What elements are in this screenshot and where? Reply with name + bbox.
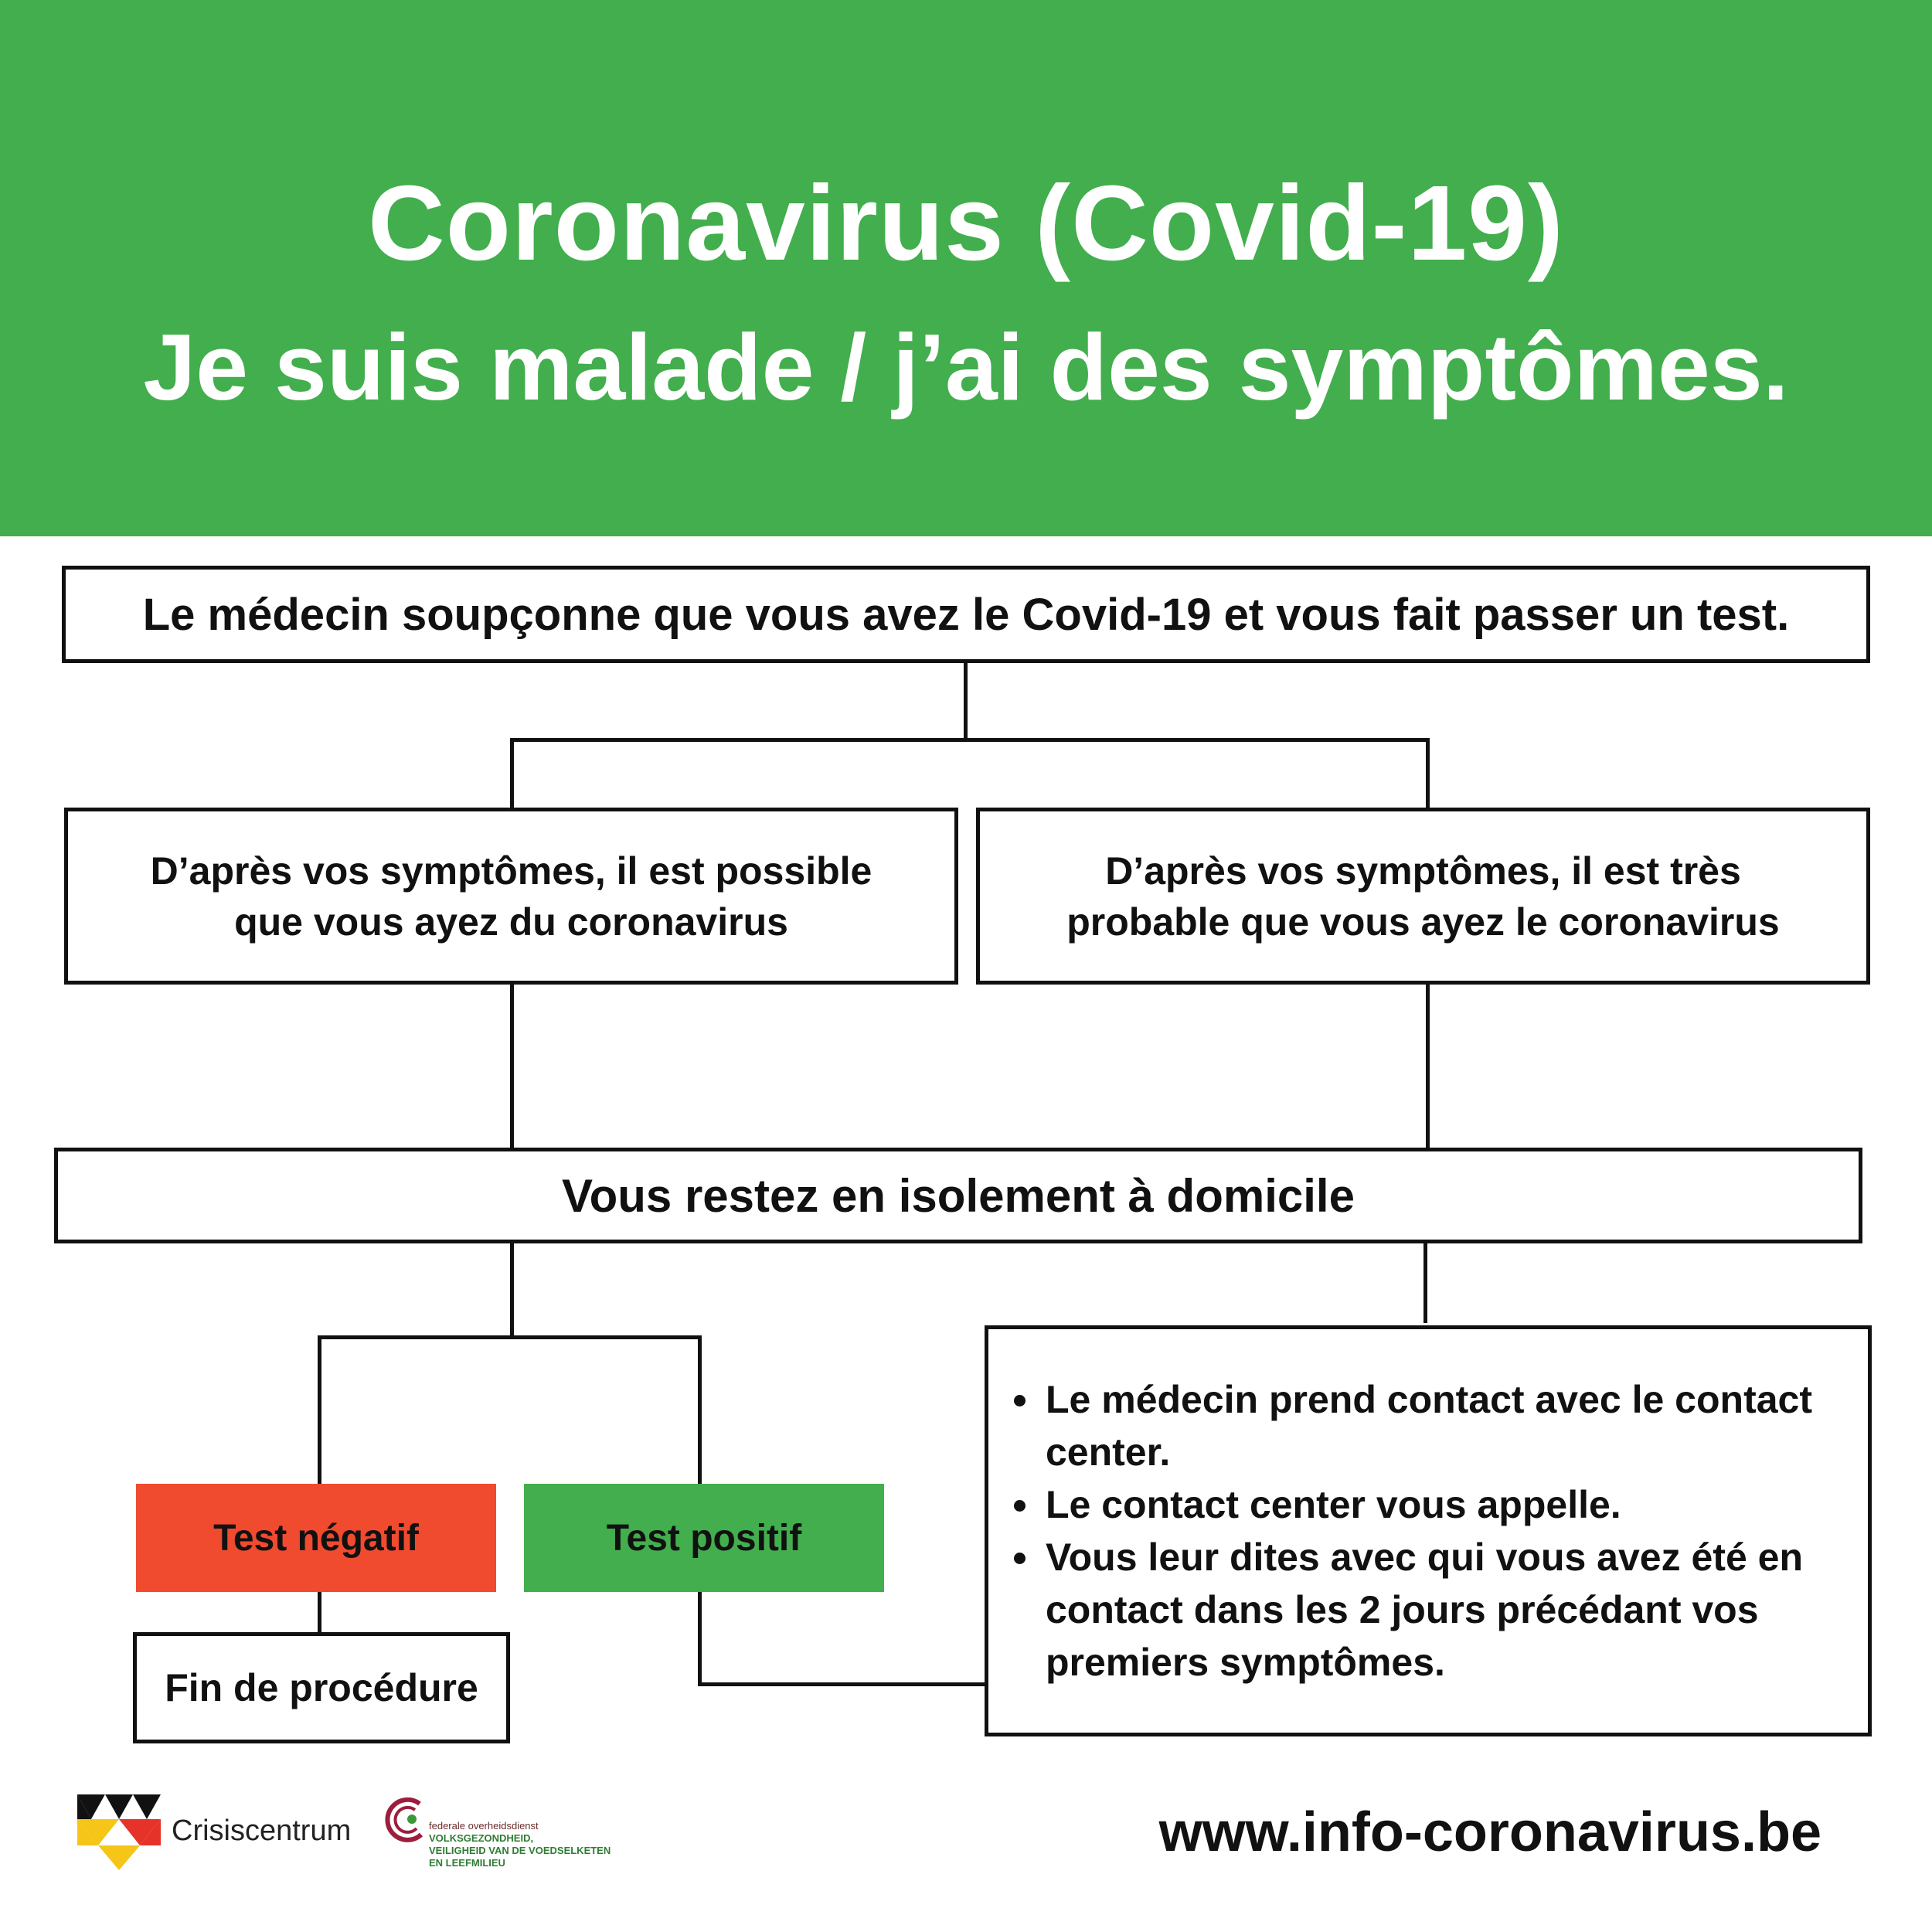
connector-line [510, 738, 1430, 742]
connector-line [510, 1242, 514, 1338]
fod-label-line3: VEILIGHEID VAN DE VOEDSELKETEN [429, 1845, 611, 1856]
header-banner [0, 0, 1932, 536]
connector-line [698, 1590, 702, 1686]
possible-text: D’après vos symptômes, il est possible que vous ayez du coronavirus [150, 849, 872, 944]
crisiscentrum-label: Crisiscentrum [172, 1815, 352, 1847]
connector-line [318, 1335, 702, 1339]
connector-line [510, 738, 514, 809]
test-negative-text: Test négatif [213, 1517, 419, 1559]
contact-steps-list [996, 1373, 1814, 1689]
connector-line [1426, 983, 1430, 1150]
possible-box [64, 808, 958, 985]
isolation-box [54, 1148, 1862, 1243]
contact-step: • Le contact center vous appelle. [1043, 1478, 1814, 1531]
connector-line [510, 983, 514, 1150]
doctor-test-box [62, 566, 1870, 663]
test-positive-label [524, 1484, 884, 1592]
connector-line [698, 1335, 702, 1484]
isolation-text: Vous restez en isolement à domicile [562, 1169, 1355, 1222]
connector-line [318, 1335, 321, 1484]
contact-step: • Vous leur dites avec qui vous avez été en contact dans les 2 jours précédant vos premiers symptômes. [1043, 1531, 1814, 1689]
connector-line [698, 1682, 988, 1686]
title-line-2: Je suis malade / j’ai des symptômes. [143, 315, 1789, 420]
website-link[interactable]: www.info-coronavirus.be [1158, 1801, 1821, 1863]
connector-line [1426, 738, 1430, 809]
end-procedure-box [133, 1632, 510, 1743]
connector-line [1423, 1242, 1427, 1323]
probable-box [976, 808, 1870, 985]
crisiscentrum-logo [77, 1794, 162, 1872]
test-positive-text: Test positif [606, 1517, 802, 1559]
probable-text: D’après vos symptômes, il est très probable que vous ayez le coronavirus [1066, 849, 1780, 944]
fod-label-line2: VOLKSGEZONDHEID, [429, 1832, 534, 1844]
connector-line [318, 1590, 321, 1634]
test-negative-label [136, 1484, 496, 1592]
fod-label [429, 1820, 611, 1869]
connector-line [964, 663, 968, 740]
doctor-test-text: Le médecin soupçonne que vous avez le Covid-19 et vous fait passer un test. [142, 589, 1790, 640]
fod-label-line1: federale overheidsdienst [429, 1820, 539, 1832]
fod-logo [383, 1794, 429, 1849]
fod-label-line4: EN LEEFMILIEU [429, 1857, 505, 1869]
end-procedure-text: Fin de procédure [165, 1666, 478, 1709]
contact-center-box [985, 1325, 1872, 1736]
title-line-1: Coronavirus (Covid-19) [368, 164, 1564, 283]
contact-step: • Le médecin prend contact avec le contact center. [1043, 1373, 1814, 1478]
